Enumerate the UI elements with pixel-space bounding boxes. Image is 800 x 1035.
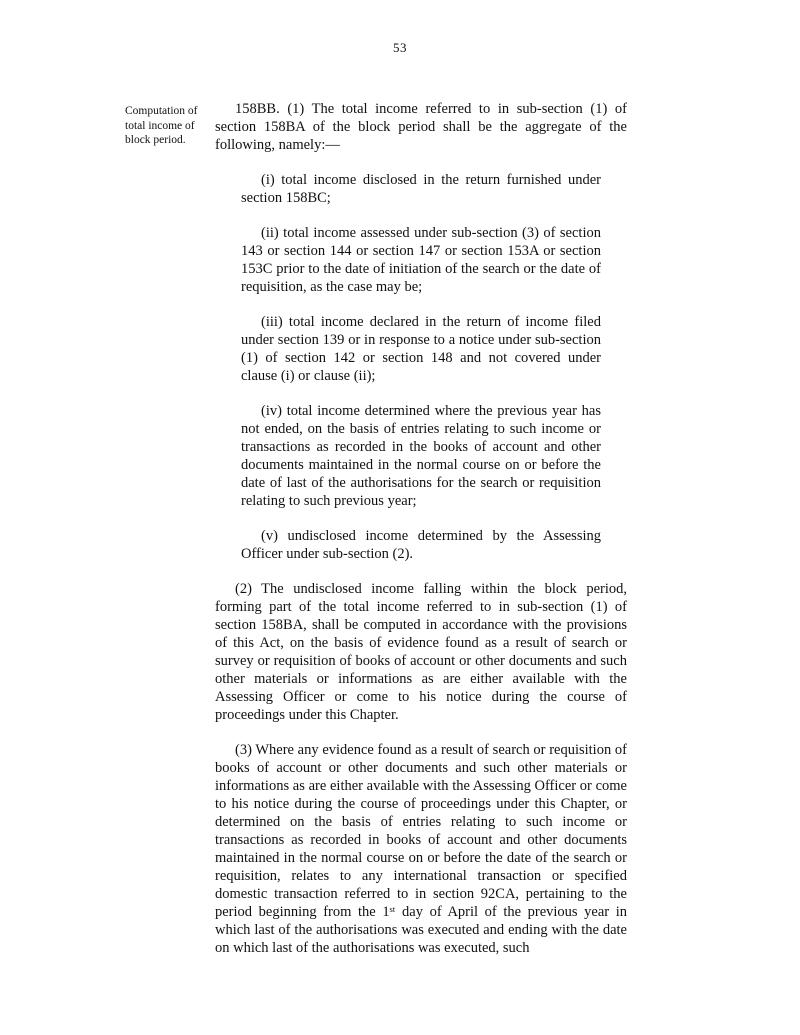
page-number: 53 [393,40,407,55]
paragraph: (i) total income disclosed in the return furnished under section 158BC; [241,172,601,206]
paragraph: (2) The undisclosed income falling within the block period, forming part of the total income referred to in sub-section (1) of section 158BA, shall be computed in accordance with the provisions of this Act, on the basis of evidence found as a result of search or survey or requisition of books of account or other documents and such other materials or informations as are either available with the Assessing Officer or come to his notice during the course of proceedings under this Chapter. [215,581,627,723]
paragraph: (ii) total income assessed under sub-section (3) of section 143 or section 144 or section 147 or section 153A or section 153C prior to the date of initiation of the search or the date of requisition, as the case may be; [241,225,601,295]
main-text-column [215,100,627,957]
paragraph: (iii) total income declared in the return of income filed under section 139 or in response to a notice under sub-section (1) of section 142 or section 148 and not covered under clause (i) or clause (ii); [241,314,601,384]
margin-note: Computation of total income of block period. [125,105,198,146]
paragraph: (v) undisclosed income determined by the Assessing Officer under sub-section (2). [241,528,601,562]
paragraph: 158BB. (1) The total income referred to in sub-section (1) of section 158BA of the block period shall be the aggregate of the following, namely:— [215,101,627,153]
paragraph: (iv) total income determined where the previous year has not ended, on the basis of entries relating to such income or transactions as recorded in the books of account and other documents maintained in the normal course on or before the date of last of the authorisations for the search or requisition relating to such previous year; [241,403,601,509]
paragraph: (3) Where any evidence found as a result of search or requisition of books of account or other documents and such other materials or informations as are either available with the Assessing Officer or come to his notice during the course of proceedings under this Chapter, or determined on the basis of entries relating to such income or transactions as recorded in books of account and other documents maintained in the normal course on or before the date of the search or requisition, relates to any international transaction or specified domestic transaction referred to in section 92CA, pertaining to the period beginning from the 1ˢᵗ day of April of the previous year in which last of the authorisations was executed and ending with the date on which last of the authorisations was executed, such [215,742,627,956]
